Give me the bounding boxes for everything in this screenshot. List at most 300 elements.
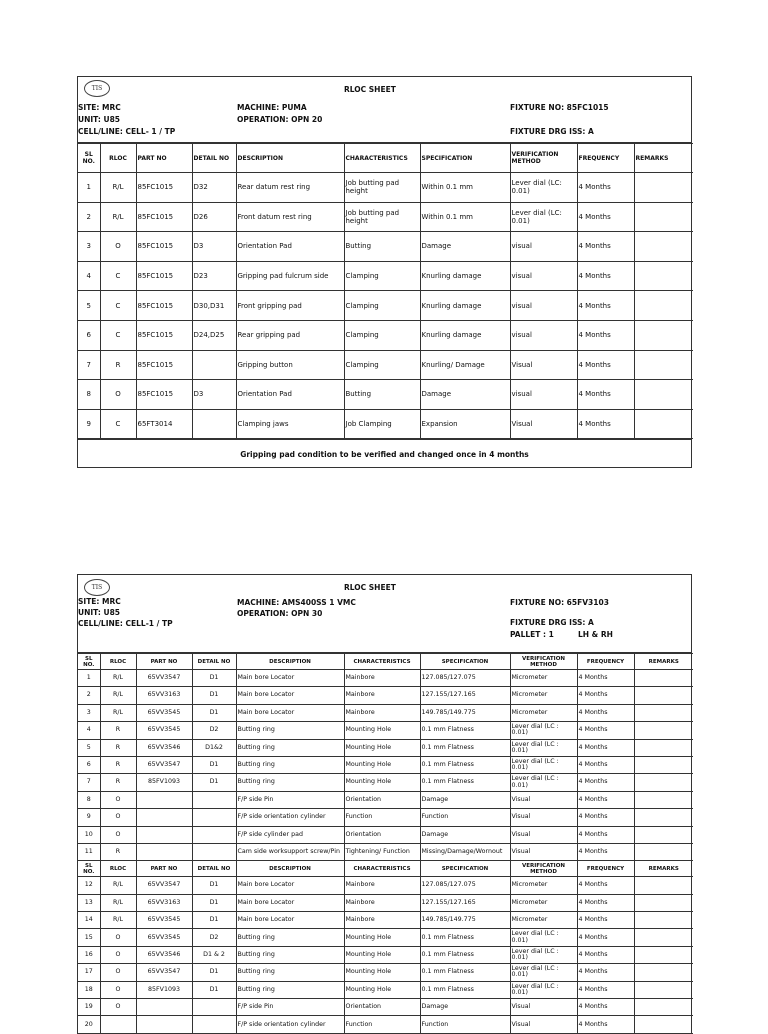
cell-part-no: 85FC1015 <box>136 261 192 291</box>
cell-specification: Knurling damage <box>420 291 510 321</box>
cell-detail-no: D1 <box>192 774 236 791</box>
cell-verification-method: Lever dial (LC : 0.01) <box>510 946 577 963</box>
cell-frequency: 4 Months <box>577 739 634 756</box>
table-row <box>78 826 693 843</box>
cell-remarks <box>634 232 693 262</box>
cell-characteristics: Function <box>344 1016 420 1033</box>
table-row <box>78 261 693 291</box>
cell-part-no: 65VV3545 <box>136 704 192 721</box>
cell-specification: 127.155/127.165 <box>420 687 510 704</box>
cell-detail-no: D1 <box>192 670 236 687</box>
cell-detail-no: D1 <box>192 894 236 911</box>
table-row <box>78 670 693 687</box>
cell-rloc: O <box>100 946 136 963</box>
cell-detail-no: D1 <box>192 964 236 981</box>
cell-description: F/P side orientation cylinder <box>236 809 344 826</box>
machine-label: MACHINE: AMS400SS 1 VMC <box>237 598 356 607</box>
cell-detail-no <box>192 843 236 860</box>
cell-description: Rear gripping pad <box>236 320 344 350</box>
cell-verification-method: Micrometer <box>510 894 577 911</box>
cell-characteristics: Mounting Hole <box>344 964 420 981</box>
cell-remarks <box>634 350 693 380</box>
cell-characteristics: Job butting pad height <box>344 202 420 232</box>
cell-rloc: R/L <box>100 202 136 232</box>
cell-sl-no: 3 <box>78 704 100 721</box>
cell-detail-no: D1 & 2 <box>192 946 236 963</box>
cell-verification-method: Lever dial (LC : 0.01) <box>510 774 577 791</box>
cell-detail-no: D24,D25 <box>192 320 236 350</box>
cell-characteristics: Job butting pad height <box>344 173 420 203</box>
cell-frequency: 4 Months <box>577 687 634 704</box>
table-header-row <box>78 144 693 173</box>
cell-rloc: R/L <box>100 877 136 894</box>
header-characteristics: CHARACTERISTICS <box>344 654 420 670</box>
cell-description: Orientation Pad <box>236 380 344 410</box>
cell-description: Main bore Locator <box>236 687 344 704</box>
cell-verification-method: Lever dial (LC : 0.01) <box>510 981 577 998</box>
table-row <box>78 704 693 721</box>
cell-rloc: O <box>100 232 136 262</box>
cell-rloc: O <box>100 826 136 843</box>
cell-characteristics: Butting <box>344 232 420 262</box>
cell-characteristics: Mounting Hole <box>344 756 420 773</box>
cell-detail-no: D1 <box>192 912 236 929</box>
cell-remarks <box>634 756 693 773</box>
cell-specification: 127.085/127.075 <box>420 877 510 894</box>
cell-verification-method: visual <box>510 380 577 410</box>
cell-description: Main bore Locator <box>236 912 344 929</box>
table-row <box>78 687 693 704</box>
cell-rloc: R/L <box>100 687 136 704</box>
cell-sl-no: 16 <box>78 946 100 963</box>
site-label: SITE: MRC <box>78 597 121 606</box>
cell-remarks <box>634 670 693 687</box>
table-row <box>78 739 693 756</box>
cell-part-no <box>136 1016 192 1033</box>
table-row <box>78 232 693 262</box>
cell-rloc: R <box>100 756 136 773</box>
header-frequency: FREQUENCY <box>577 861 634 877</box>
cell-verification-method: visual <box>510 261 577 291</box>
cell-rloc: R/L <box>100 894 136 911</box>
cell-description: Clamping jaws <box>236 409 344 439</box>
cell-characteristics: Mainbore <box>344 704 420 721</box>
unit-label: UNIT: U85 <box>78 608 121 617</box>
cell-part-no: 65VV3547 <box>136 670 192 687</box>
table-row <box>78 380 693 410</box>
cell-specification: 0.1 mm Flatness <box>420 756 510 773</box>
cell-verification-method: Lever dial (LC : 0.01) <box>510 929 577 946</box>
cell-characteristics: Function <box>344 809 420 826</box>
cell-specification: 0.1 mm Flatness <box>420 722 510 739</box>
cell-sl-no: 17 <box>78 964 100 981</box>
cell-description: Butting ring <box>236 929 344 946</box>
cell-characteristics: Clamping <box>344 320 420 350</box>
cell-description: Main bore Locator <box>236 670 344 687</box>
fixture-no-label: FIXTURE NO: 65FV3103 <box>510 598 609 607</box>
cell-part-no <box>136 999 192 1016</box>
cell-frequency: 4 Months <box>577 380 634 410</box>
cell-verification-method: Lever dial (LC: 0.01) <box>510 173 577 203</box>
cell-part-no: 65VV3546 <box>136 946 192 963</box>
sheet-header <box>78 77 691 143</box>
cell-line-label: CELL/LINE: CELL-1 / TP <box>78 619 173 628</box>
cell-detail-no <box>192 409 236 439</box>
cell-part-no: 85FV1093 <box>136 774 192 791</box>
cell-specification: 0.1 mm Flatness <box>420 929 510 946</box>
table-row <box>78 291 693 321</box>
cell-characteristics: Orientation <box>344 999 420 1016</box>
cell-specification: Knurling/ Damage <box>420 350 510 380</box>
cell-remarks <box>634 877 693 894</box>
header-detail-no: DETAIL NO <box>192 861 236 877</box>
cell-part-no: 65VV3545 <box>136 929 192 946</box>
cell-detail-no <box>192 809 236 826</box>
header-part-no: PART NO <box>136 144 192 173</box>
cell-sl-no: 3 <box>78 232 100 262</box>
cell-characteristics: Mounting Hole <box>344 929 420 946</box>
cell-verification-method: Micrometer <box>510 670 577 687</box>
cell-rloc: O <box>100 929 136 946</box>
header-specification: SPECIFICATION <box>420 654 510 670</box>
cell-rloc: R/L <box>100 173 136 203</box>
cell-sl-no: 8 <box>78 380 100 410</box>
header-specification: SPECIFICATION <box>420 144 510 173</box>
cell-verification-method: Lever dial (LC : 0.01) <box>510 722 577 739</box>
cell-verification-method: Lever dial (LC: 0.01) <box>510 202 577 232</box>
cell-specification: Expansion <box>420 409 510 439</box>
cell-characteristics: Mainbore <box>344 912 420 929</box>
cell-characteristics: Mainbore <box>344 670 420 687</box>
table-row <box>78 409 693 439</box>
cell-characteristics: Job Clamping <box>344 409 420 439</box>
cell-verification-method: visual <box>510 320 577 350</box>
table-row <box>78 320 693 350</box>
cell-specification: Missing/Damage/Wornout <box>420 843 510 860</box>
cell-part-no: 65VV3547 <box>136 964 192 981</box>
cell-description: Front gripping pad <box>236 291 344 321</box>
cell-description: Butting ring <box>236 722 344 739</box>
cell-verification-method: Visual <box>510 791 577 808</box>
cell-rloc: O <box>100 380 136 410</box>
table-row <box>78 843 693 860</box>
cell-rloc: R/L <box>100 912 136 929</box>
cell-frequency: 4 Months <box>577 981 634 998</box>
cell-remarks <box>634 946 693 963</box>
cell-rloc: R <box>100 350 136 380</box>
cell-part-no: 65VV3545 <box>136 722 192 739</box>
cell-remarks <box>634 774 693 791</box>
cell-rloc: O <box>100 999 136 1016</box>
cell-characteristics: Mounting Hole <box>344 981 420 998</box>
fixture-no-label: FIXTURE NO: 85FC1015 <box>510 103 609 112</box>
table-row <box>78 964 693 981</box>
cell-frequency: 4 Months <box>577 964 634 981</box>
cell-rloc: R/L <box>100 704 136 721</box>
cell-detail-no: D3 <box>192 380 236 410</box>
cell-frequency: 4 Months <box>577 173 634 203</box>
table-row <box>78 912 693 929</box>
cell-frequency: 4 Months <box>577 350 634 380</box>
header-remarks: REMARKS <box>634 654 693 670</box>
cell-part-no: 65FT3014 <box>136 409 192 439</box>
cell-verification-method: visual <box>510 291 577 321</box>
cell-sl-no: 20 <box>78 1016 100 1033</box>
cell-remarks <box>634 687 693 704</box>
rloc-sheet-opn20 <box>77 76 692 468</box>
table-row <box>78 1016 693 1033</box>
cell-sl-no: 9 <box>78 409 100 439</box>
table-row <box>78 981 693 998</box>
cell-verification-method: Micrometer <box>510 877 577 894</box>
cell-remarks <box>634 202 693 232</box>
cell-frequency: 4 Months <box>577 409 634 439</box>
table-row <box>78 173 693 203</box>
table-row <box>78 791 693 808</box>
cell-characteristics: Mainbore <box>344 894 420 911</box>
machine-label: MACHINE: PUMA <box>237 103 307 112</box>
cell-detail-no <box>192 999 236 1016</box>
table-row <box>78 202 693 232</box>
cell-sl-no: 7 <box>78 774 100 791</box>
header-sl-no: SL NO. <box>78 861 100 877</box>
header-specification: SPECIFICATION <box>420 861 510 877</box>
cell-verification-method: Micrometer <box>510 704 577 721</box>
cell-frequency: 4 Months <box>577 826 634 843</box>
cell-frequency: 4 Months <box>577 809 634 826</box>
table-row <box>78 999 693 1016</box>
site-label: SITE: MRC <box>78 103 121 112</box>
cell-specification: 127.085/127.075 <box>420 670 510 687</box>
cell-part-no: 85FC1015 <box>136 380 192 410</box>
cell-detail-no: D1 <box>192 877 236 894</box>
cell-verification-method: Lever dial (LC : 0.01) <box>510 739 577 756</box>
cell-detail-no: D1 <box>192 687 236 704</box>
cell-frequency: 4 Months <box>577 722 634 739</box>
cell-detail-no <box>192 350 236 380</box>
cell-specification: Within 0.1 mm <box>420 202 510 232</box>
cell-characteristics: Mounting Hole <box>344 739 420 756</box>
header-remarks: REMARKS <box>634 861 693 877</box>
cell-description: F/P side cylinder pad <box>236 826 344 843</box>
cell-rloc: R <box>100 843 136 860</box>
cell-remarks <box>634 409 693 439</box>
cell-remarks <box>634 826 693 843</box>
table-row <box>78 350 693 380</box>
header-sl-no: SL NO. <box>78 144 100 173</box>
cell-remarks <box>634 291 693 321</box>
cell-specification: Knurling damage <box>420 261 510 291</box>
cell-verification-method: Lever dial (LC : 0.01) <box>510 964 577 981</box>
cell-rloc: C <box>100 409 136 439</box>
cell-description: Butting ring <box>236 756 344 773</box>
cell-sl-no: 15 <box>78 929 100 946</box>
cell-detail-no: D30,D31 <box>192 291 236 321</box>
table-row <box>78 774 693 791</box>
cell-frequency: 4 Months <box>577 320 634 350</box>
cell-description: Orientation Pad <box>236 232 344 262</box>
table-row <box>78 722 693 739</box>
cell-detail-no: D23 <box>192 261 236 291</box>
rloc-table <box>78 143 693 439</box>
cell-description: Butting ring <box>236 964 344 981</box>
cell-frequency: 4 Months <box>577 774 634 791</box>
cell-characteristics: Clamping <box>344 291 420 321</box>
cell-remarks <box>634 809 693 826</box>
cell-frequency: 4 Months <box>577 704 634 721</box>
cell-frequency: 4 Months <box>577 912 634 929</box>
cell-specification: Damage <box>420 232 510 262</box>
header-detail-no: DETAIL NO <box>192 144 236 173</box>
cell-description: F/P side orientation cylinder <box>236 1016 344 1033</box>
cell-part-no: 65VV3163 <box>136 687 192 704</box>
cell-detail-no <box>192 791 236 808</box>
cell-part-no: 65VV3547 <box>136 877 192 894</box>
cell-verification-method: Micrometer <box>510 912 577 929</box>
cell-detail-no <box>192 826 236 843</box>
table-row <box>78 894 693 911</box>
cell-description: Butting ring <box>236 946 344 963</box>
cell-detail-no: D2 <box>192 722 236 739</box>
header-characteristics: CHARACTERISTICS <box>344 861 420 877</box>
cell-sl-no: 4 <box>78 722 100 739</box>
cell-description: Main bore Locator <box>236 704 344 721</box>
cell-detail-no: D2 <box>192 929 236 946</box>
cell-description: Gripping pad fulcrum side <box>236 261 344 291</box>
cell-sl-no: 6 <box>78 756 100 773</box>
cell-rloc: C <box>100 291 136 321</box>
cell-rloc <box>100 1016 136 1033</box>
cell-frequency: 4 Months <box>577 929 634 946</box>
cell-description: Rear datum rest ring <box>236 173 344 203</box>
cell-rloc: O <box>100 809 136 826</box>
cell-specification: Damage <box>420 380 510 410</box>
header-frequency: FREQUENCY <box>577 144 634 173</box>
cell-verification-method: visual <box>510 232 577 262</box>
cell-sl-no: 9 <box>78 809 100 826</box>
cell-description: Butting ring <box>236 739 344 756</box>
cell-detail-no: D1 <box>192 981 236 998</box>
cell-characteristics: Mounting Hole <box>344 722 420 739</box>
cell-description: Main bore Locator <box>236 877 344 894</box>
cell-sl-no: 5 <box>78 739 100 756</box>
pallet-label: PALLET : 1 <box>510 630 554 639</box>
cell-detail-no: D1 <box>192 756 236 773</box>
cell-sl-no: 2 <box>78 687 100 704</box>
cell-remarks <box>634 739 693 756</box>
header-description: DESCRIPTION <box>236 144 344 173</box>
cell-remarks <box>634 320 693 350</box>
cell-specification: Damage <box>420 826 510 843</box>
header-verification-method: VERIFICATION METHOD <box>510 861 577 877</box>
header-description: DESCRIPTION <box>236 861 344 877</box>
cell-part-no: 85FC1015 <box>136 320 192 350</box>
cell-rloc: O <box>100 964 136 981</box>
sheet-title: RLOC SHEET <box>344 583 396 592</box>
table-row <box>78 756 693 773</box>
header-description: DESCRIPTION <box>236 654 344 670</box>
cell-remarks <box>634 380 693 410</box>
company-logo: TIS <box>84 80 110 97</box>
cell-part-no: 85FV1093 <box>136 981 192 998</box>
cell-sl-no: 5 <box>78 291 100 321</box>
cell-part-no: 85FC1015 <box>136 202 192 232</box>
header-detail-no: DETAIL NO <box>192 654 236 670</box>
cell-part-no <box>136 826 192 843</box>
cell-sl-no: 12 <box>78 877 100 894</box>
cell-verification-method: Lever dial (LC : 0.01) <box>510 756 577 773</box>
header-rloc: RLOC <box>100 654 136 670</box>
cell-frequency: 4 Months <box>577 232 634 262</box>
cell-rloc: O <box>100 791 136 808</box>
cell-line-label: CELL/LINE: CELL- 1 / TP <box>78 127 176 136</box>
cell-frequency: 4 Months <box>577 291 634 321</box>
header-part-no: PART NO <box>136 861 192 877</box>
cell-characteristics: Tightening/ Function <box>344 843 420 860</box>
header-verification-method: VERIFICATION METHOD <box>510 144 577 173</box>
cell-sl-no: 2 <box>78 202 100 232</box>
cell-specification: 0.1 mm Flatness <box>420 774 510 791</box>
cell-characteristics: Mainbore <box>344 877 420 894</box>
unit-label: UNIT: U85 <box>78 115 121 124</box>
cell-specification: Function <box>420 1016 510 1033</box>
cell-characteristics: Mainbore <box>344 687 420 704</box>
fixture-drg-label: FIXTURE DRG ISS: A <box>510 127 594 136</box>
header-characteristics: CHARACTERISTICS <box>344 144 420 173</box>
cell-remarks <box>634 791 693 808</box>
cell-rloc: O <box>100 981 136 998</box>
cell-frequency: 4 Months <box>577 670 634 687</box>
cell-sl-no: 8 <box>78 791 100 808</box>
table-row <box>78 946 693 963</box>
cell-frequency: 4 Months <box>577 202 634 232</box>
cell-frequency: 4 Months <box>577 843 634 860</box>
cell-description: Butting ring <box>236 981 344 998</box>
cell-verification-method: Visual <box>510 809 577 826</box>
cell-specification: Knurling damage <box>420 320 510 350</box>
cell-part-no: 65VV3546 <box>136 739 192 756</box>
cell-remarks <box>634 1016 693 1033</box>
table-header-row <box>78 654 693 670</box>
sheet-footer-note: Gripping pad condition to be verified and changed once in 4 months <box>78 439 691 470</box>
header-verification-method: VERIFICATION METHOD <box>510 654 577 670</box>
cell-part-no <box>136 791 192 808</box>
cell-rloc: C <box>100 261 136 291</box>
cell-sl-no: 1 <box>78 670 100 687</box>
cell-remarks <box>634 894 693 911</box>
sheet-title: RLOC SHEET <box>344 85 396 94</box>
cell-frequency: 4 Months <box>577 791 634 808</box>
cell-sl-no: 11 <box>78 843 100 860</box>
cell-description: Butting ring <box>236 774 344 791</box>
cell-part-no: 65VV3545 <box>136 912 192 929</box>
cell-rloc: R <box>100 774 136 791</box>
cell-remarks <box>634 704 693 721</box>
cell-specification: 0.1 mm Flatness <box>420 981 510 998</box>
cell-frequency: 4 Months <box>577 894 634 911</box>
cell-specification: 0.1 mm Flatness <box>420 739 510 756</box>
cell-part-no <box>136 843 192 860</box>
cell-remarks <box>634 929 693 946</box>
cell-remarks <box>634 261 693 291</box>
cell-rloc: R <box>100 739 136 756</box>
company-logo: TIS <box>84 579 110 596</box>
cell-description: Gripping button <box>236 350 344 380</box>
cell-specification: 0.1 mm Flatness <box>420 964 510 981</box>
cell-frequency: 4 Months <box>577 877 634 894</box>
cell-verification-method: Visual <box>510 1016 577 1033</box>
cell-specification: Function <box>420 809 510 826</box>
